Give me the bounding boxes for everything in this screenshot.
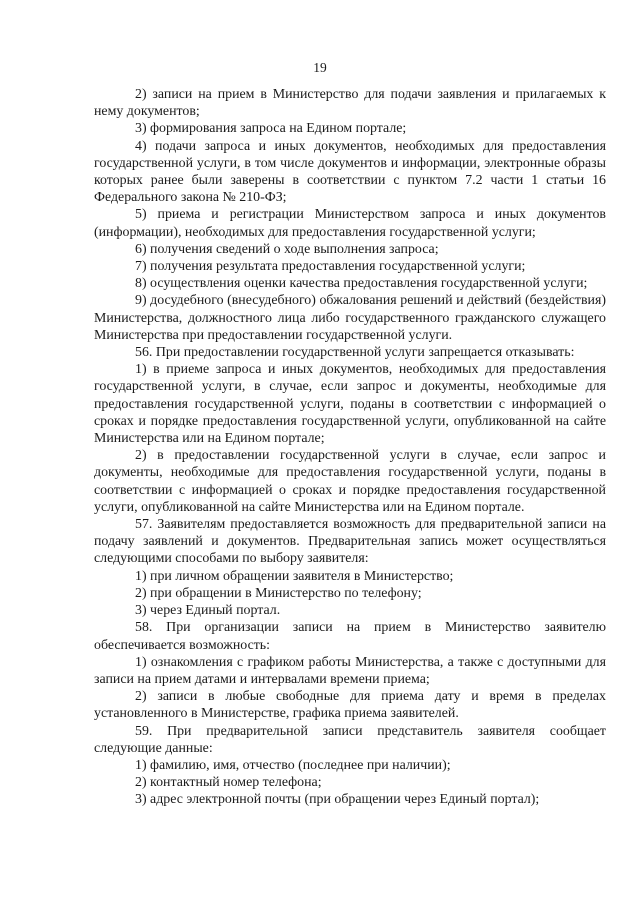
paragraph: 2) при обращении в Министерство по телефону; <box>135 585 422 601</box>
paragraph: 2) контактный номер телефона; <box>135 775 322 791</box>
paragraph: 6) получения сведений о ходе выполнения запроса; <box>135 241 439 257</box>
paragraph: 58. При организации записи на прием в Министерство заявителю обеспечивается возможность: <box>94 620 606 653</box>
paragraph: 3) через Единый портал. <box>135 603 281 619</box>
page-number: 19 <box>313 60 327 75</box>
paragraph: 59. При предварительной записи представитель заявителя сообщает следующие данные: <box>94 723 606 756</box>
document-body <box>94 86 606 809</box>
paragraph: 7) получения результата предоставления государственной услуги; <box>135 259 526 275</box>
paragraph: 2) в предоставлении государственной услуги в случае, если запрос и документы, необходимые для предоставления государственной услуги, поданы в соответствии с информацией о сроках и порядке предоставления государственной услуги, опубликованной на сайте Министерства или на Едином портале. <box>94 448 606 515</box>
paragraph: 56. При предоставлении государственной услуги запрещается отказывать: <box>135 345 575 361</box>
paragraph: 3) формирования запроса на Едином портале; <box>135 121 407 137</box>
paragraph: 1) ознакомления с графиком работы Министерства, а также с доступными для записи на прием датами и интервалами времени приема; <box>94 654 606 687</box>
paragraph: 9) досудебного (внесудебного) обжалования решений и действий (бездействия) Министерства, должностного лица либо государственного гражданского служащего Министерства при предоставлении государственной услуги. <box>94 293 606 343</box>
paragraph: 8) осуществления оценки качества предоставления государственной услуги; <box>135 276 588 292</box>
paragraph: 57. Заявителям предоставляется возможность для предварительной записи на подачу заявлений и документов. Предварительная запись может осуществляться следующими способами по выбору заявителя: <box>94 517 606 567</box>
paragraph: 4) подачи запроса и иных документов, необходимых для предоставления государственной услуги, в том числе документов и информации, электронные образы которых ранее были заверены в соответствии с пунктом 7.2 части 1 статьи 16 Федерального закона № 210-ФЗ; <box>94 138 606 206</box>
paragraph: 2) записи на прием в Министерство для подачи заявления и прилагаемых к нему документов; <box>94 87 606 120</box>
paragraph: 5) приема и регистрации Министерством запроса и иных документов (информации), необходимых для предоставления государственной услуги; <box>94 207 606 240</box>
paragraph: 1) в приеме запроса и иных документов, необходимых для предоставления государственной услуги, в случае, если запрос и документы, необходимые для предоставления государственной услуги, поданы в соответствии с информацией о сроках и порядке предоставления государственной услуги, опубликованной на сайте Министерства или на Едином портале; <box>94 362 606 447</box>
paragraph: 2) записи в любые свободные для приема дату и время в пределах установленного в Министерстве, графика приема заявителей. <box>94 689 606 722</box>
paragraph: 1) фамилию, имя, отчество (последнее при наличии); <box>135 757 451 773</box>
paragraph: 3) адрес электронной почты (при обращении через Единый портал); <box>135 792 540 808</box>
paragraph: 1) при личном обращении заявителя в Министерство; <box>135 568 454 584</box>
